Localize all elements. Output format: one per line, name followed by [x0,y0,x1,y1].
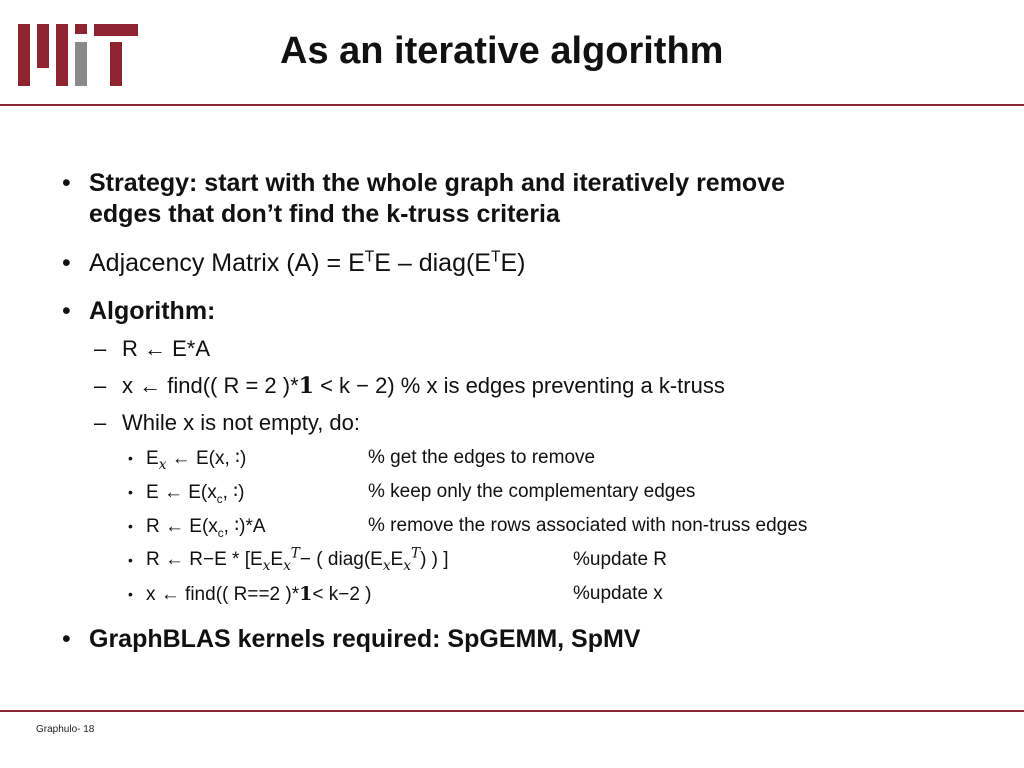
loop-comment: % get the edges to remove [368,447,596,468]
slide-content: • Strategy: start with the whole graph and iteratively remove edges that don’t find the k-truss criteria • Adjacency Matrix $(A) = E^TE$ – $diag(E^TE)$ • Algorithm: – R ← E*A – x ← find(( R = 2 )*1 < k − 2) % x is edges preventing a k-truss – While x is not empty, do: • $E_x$ ← E(x, ∶) % get the edges to remove • E ← $E(x_c$, ∶) % keep only the complementary edges • R ← $E(x_c$, ∶)*A % remove the rows associated with non-truss edges • R ← $R-E * [E_xE_x^T-$ ( $diag(E_xE_x^T)$ ) ] %update R • x ← find(( R==2 )*1< k−2 ) %update x • GraphBLAS kernels required: SpGEMM, SpMV [62,169,808,653]
footer-divider [0,710,1024,712]
footer-label: Graphulo- 18 [36,724,95,735]
loop-comment: % keep only the complementary edges [368,481,696,502]
strategy-line-2: edges that don’t find the k-truss criteria [89,200,560,228]
slide-title: As an iterative algorithm [280,30,724,72]
strategy-line-1: Strategy: start with the whole graph and iteratively remove [89,169,786,197]
graphblas-text: GraphBLAS kernels required: SpGEMM, SpMV [89,625,641,653]
loop-comment: %update R [573,549,668,570]
loop-comment: % remove the rows associated with non-truss edges [368,515,808,536]
bullet-dot: • [62,297,71,325]
algorithm-label: Algorithm: [89,297,216,325]
bullet-dot: • [62,169,71,197]
loop-comment: %update x [573,583,663,604]
adjacency-formula: Adjacency Matrix $(A) = E^TE$ – $diag(E^TE)$ [89,248,526,277]
bullet-dot: • [62,625,71,653]
bullet-dot: • [62,249,71,277]
